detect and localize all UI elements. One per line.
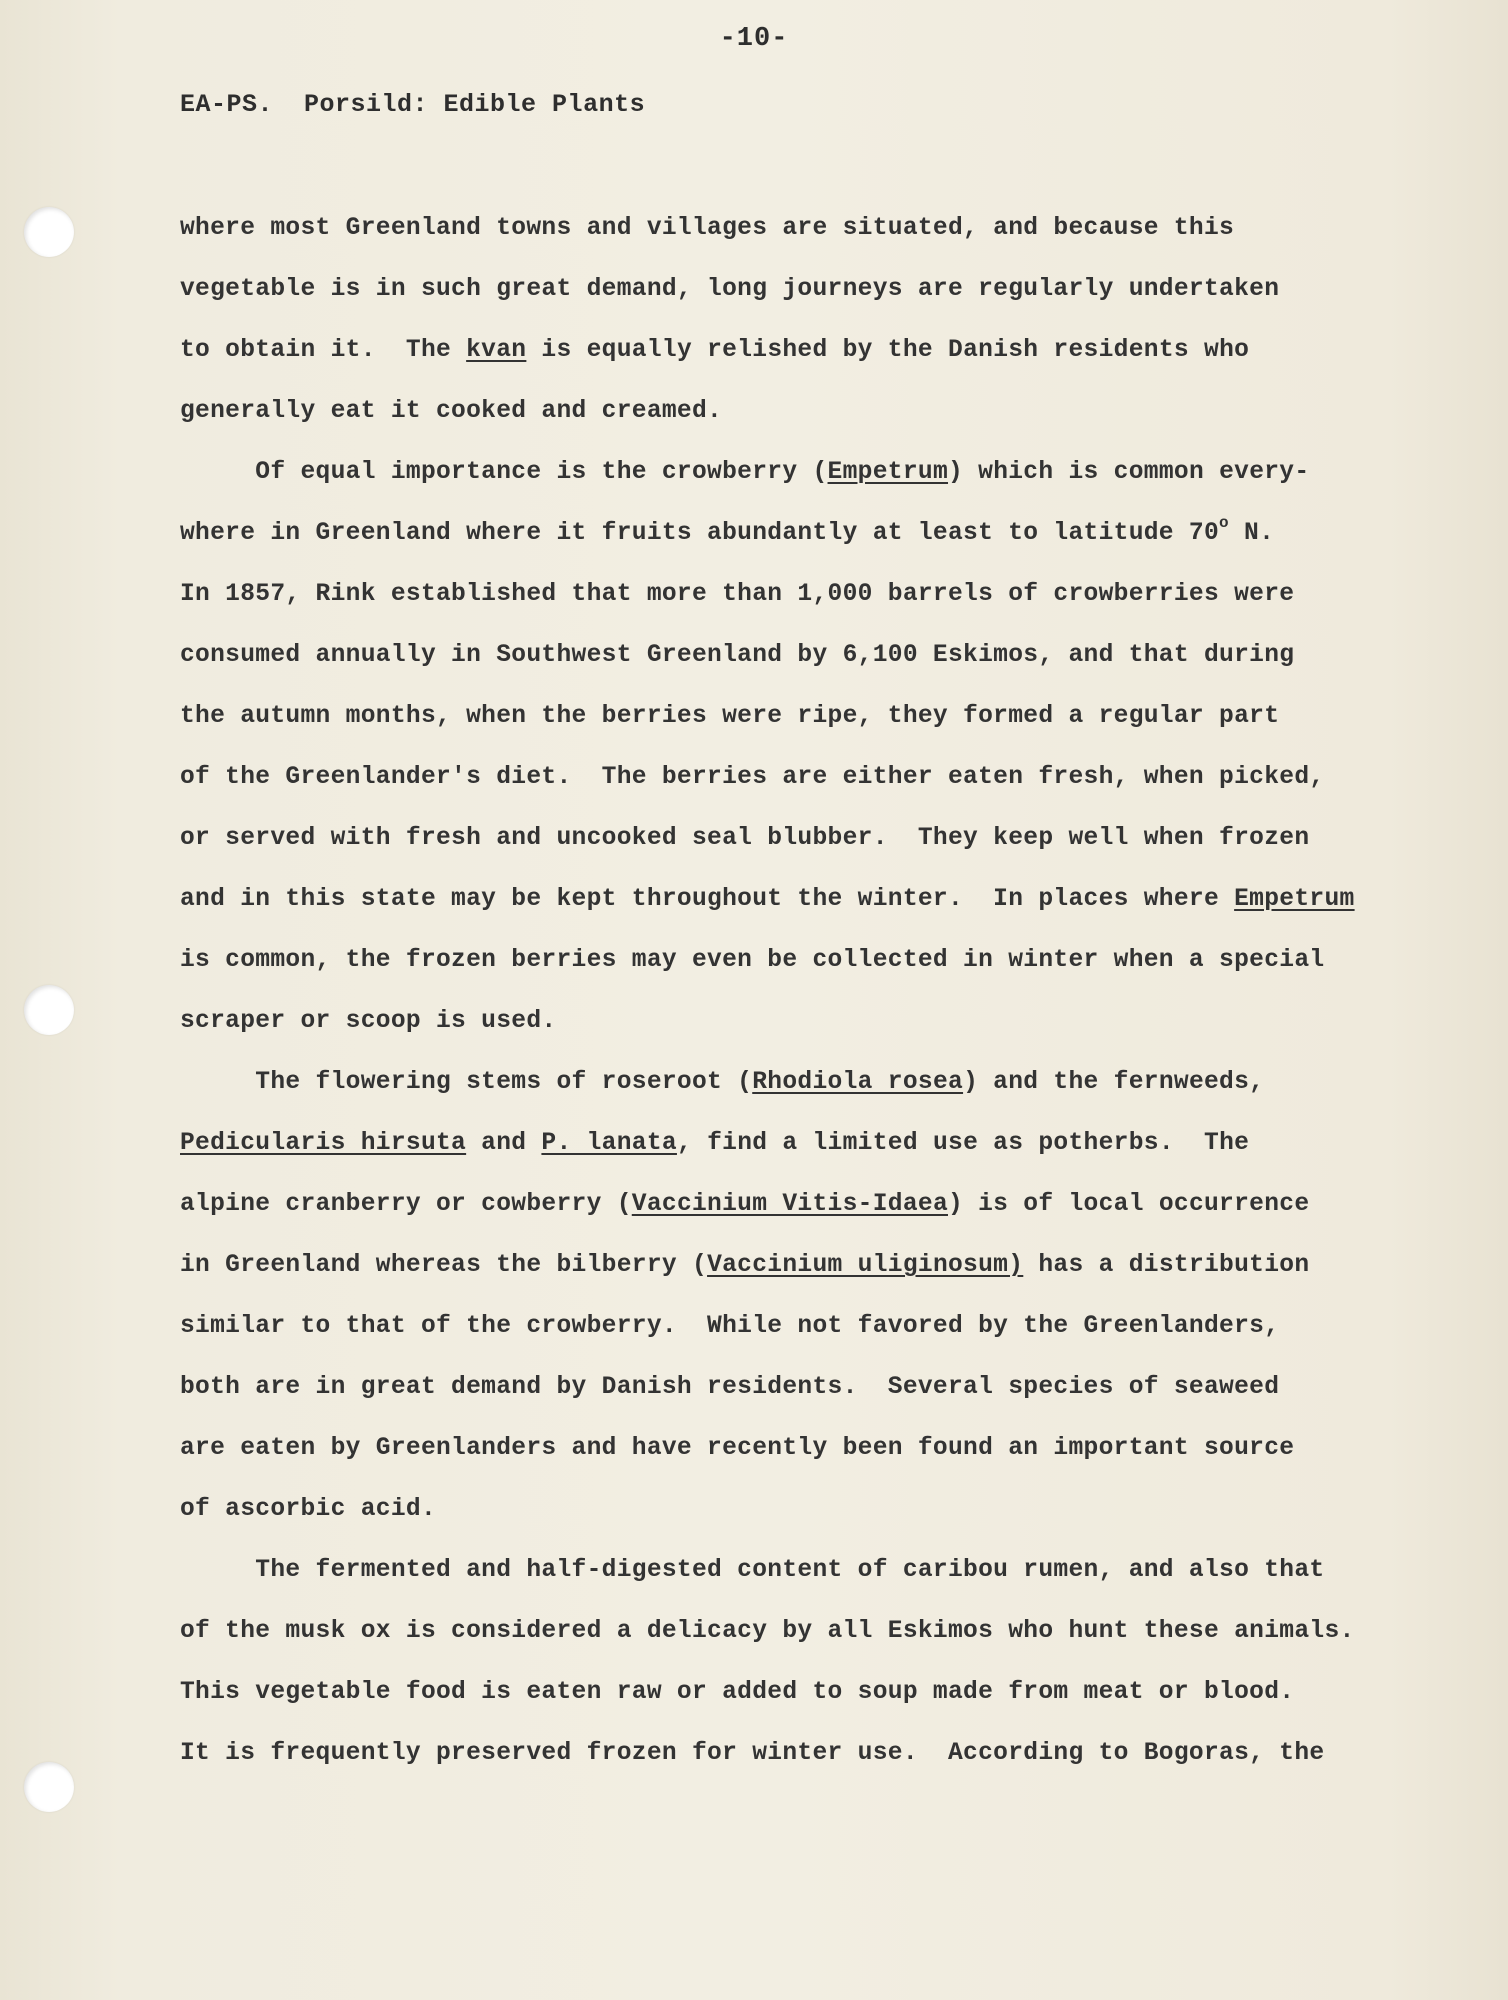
text-segment: alpine cranberry or cowberry ( <box>180 1191 632 1218</box>
text-segment: similar to that of the crowberry. While not favored by the Greenlanders, <box>180 1313 1280 1340</box>
text-segment: ) which is common every- <box>948 459 1310 486</box>
text-segment: are eaten by Greenlanders and have recently been found an important source <box>180 1435 1295 1462</box>
text-segment: generally eat it cooked and creamed. <box>180 398 723 425</box>
text-line <box>180 1479 1400 1540</box>
text-segment: in Greenland whereas the bilberry ( <box>180 1252 708 1279</box>
text-line <box>180 503 1400 564</box>
text-segment: is equally relished by the Danish residents who <box>526 337 1250 364</box>
text-line <box>180 686 1400 747</box>
punch-hole <box>24 207 74 257</box>
text-line <box>180 1418 1400 1479</box>
underlined-term: Rhodiola rosea <box>752 1069 964 1096</box>
text-line <box>180 1357 1400 1418</box>
text-segment: of the musk ox is considered a delicacy by all Eskimos who hunt these animals. <box>180 1618 1355 1645</box>
text-segment: is common, the frozen berries may even be collected in winter when a special <box>180 947 1325 974</box>
text-segment: This vegetable food is eaten raw or added to soup made from meat or blood. <box>180 1679 1295 1706</box>
text-segment: vegetable is in such great demand, long journeys are regularly undertaken <box>180 276 1280 303</box>
text-line <box>180 625 1400 686</box>
text-segment: where most Greenland towns and villages are situated, and because this <box>180 215 1235 242</box>
body-text <box>180 198 1400 1784</box>
text-segment: and <box>466 1130 542 1157</box>
text-segment: scraper or scoop is used. <box>180 1008 557 1035</box>
text-line <box>180 1296 1400 1357</box>
text-segment: has a distribution <box>1023 1252 1310 1279</box>
text-line <box>180 930 1400 991</box>
punch-hole <box>24 985 74 1035</box>
text-line <box>180 320 1400 381</box>
text-segment: and in this state may be kept throughout the winter. In places where <box>180 886 1235 913</box>
text-segment: consumed annually in Southwest Greenland by 6,100 Eskimos, and that during <box>180 642 1295 669</box>
text-segment: Of equal importance is the crowberry ( <box>180 459 828 486</box>
text-line <box>180 198 1400 259</box>
text-line <box>180 259 1400 320</box>
text-line <box>180 1052 1400 1113</box>
text-line <box>180 1662 1400 1723</box>
underlined-term: Empetrum <box>827 459 949 486</box>
underlined-term: Vaccinium uliginosum) <box>707 1252 1024 1279</box>
underlined-term: Pedicularis hirsuta <box>180 1130 467 1157</box>
underlined-term: P. lanata <box>541 1130 677 1157</box>
text-line <box>180 991 1400 1052</box>
text-segment: , find a limited use as potherbs. The <box>676 1130 1250 1157</box>
text-segment: to obtain it. The <box>180 337 467 364</box>
text-segment: where in Greenland where it fruits abundantly at least to latitude 70 <box>180 520 1220 547</box>
text-segment: The flowering stems of roseroot ( <box>180 1069 753 1096</box>
text-segment: N. <box>1228 520 1275 547</box>
text-line <box>180 808 1400 869</box>
text-segment: both are in great demand by Danish residents. Several species of seaweed <box>180 1374 1280 1401</box>
superscript: o <box>1219 514 1229 532</box>
text-line <box>180 1113 1400 1174</box>
text-segment: It is frequently preserved frozen for winter use. According to Bogoras, the <box>180 1740 1325 1767</box>
text-line <box>180 869 1400 930</box>
text-segment: In 1857, Rink established that more than 1,000 barrels of crowberries were <box>180 581 1295 608</box>
text-segment: the autumn months, when the berries were ripe, they formed a regular part <box>180 703 1280 730</box>
running-head: EA-PS. Porsild: Edible Plants <box>180 90 646 119</box>
underlined-term: Empetrum <box>1234 886 1355 913</box>
text-line <box>180 1601 1400 1662</box>
underlined-term: Vaccinium Vitis-Idaea <box>631 1191 948 1218</box>
page-number: -10- <box>719 24 789 54</box>
underlined-term: kvan <box>466 337 527 364</box>
text-line <box>180 1174 1400 1235</box>
text-segment: ) and the fernweeds, <box>963 1069 1265 1096</box>
punch-hole <box>24 1762 74 1812</box>
text-line <box>180 564 1400 625</box>
text-line <box>180 747 1400 808</box>
text-line <box>180 1723 1400 1784</box>
text-line <box>180 1235 1400 1296</box>
text-segment: The fermented and half-digested content of caribou rumen, and also that <box>180 1557 1325 1584</box>
text-segment: ) is of local occurrence <box>948 1191 1310 1218</box>
text-line <box>180 442 1400 503</box>
text-segment: of ascorbic acid. <box>180 1496 436 1523</box>
text-line <box>180 1540 1400 1601</box>
text-segment: or served with fresh and uncooked seal blubber. They keep well when frozen <box>180 825 1310 852</box>
text-line <box>180 381 1400 442</box>
text-segment: of the Greenlander's diet. The berries are either eaten fresh, when picked, <box>180 764 1325 791</box>
